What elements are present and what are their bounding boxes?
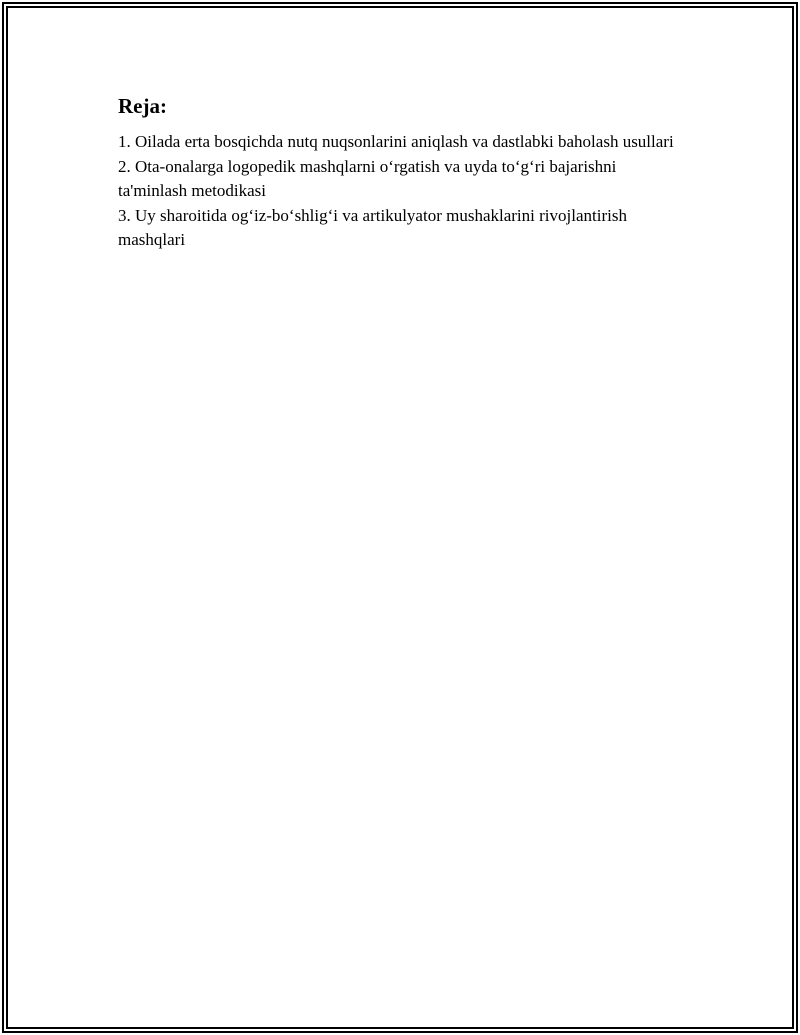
plan-item-1: 1. Oilada erta bosqichda nutq nuqsonlarini aniqlash va dastlabki baholash usullari — [118, 132, 674, 151]
plan-item-3: 3. Uy sharoitida ogʻiz-boʻshligʻi va artikulyator mushaklarini rivojlantirish mashqlari — [118, 205, 627, 249]
document-body — [118, 92, 678, 253]
plan-list — [118, 130, 678, 253]
plan-item-2: 2. Ota-onalarga logopedik mashqlarni oʻrgatish va uyda toʻgʻri bajarishni ta'minlash metodikasi — [118, 156, 617, 200]
plan-heading: Reja: — [118, 94, 167, 118]
